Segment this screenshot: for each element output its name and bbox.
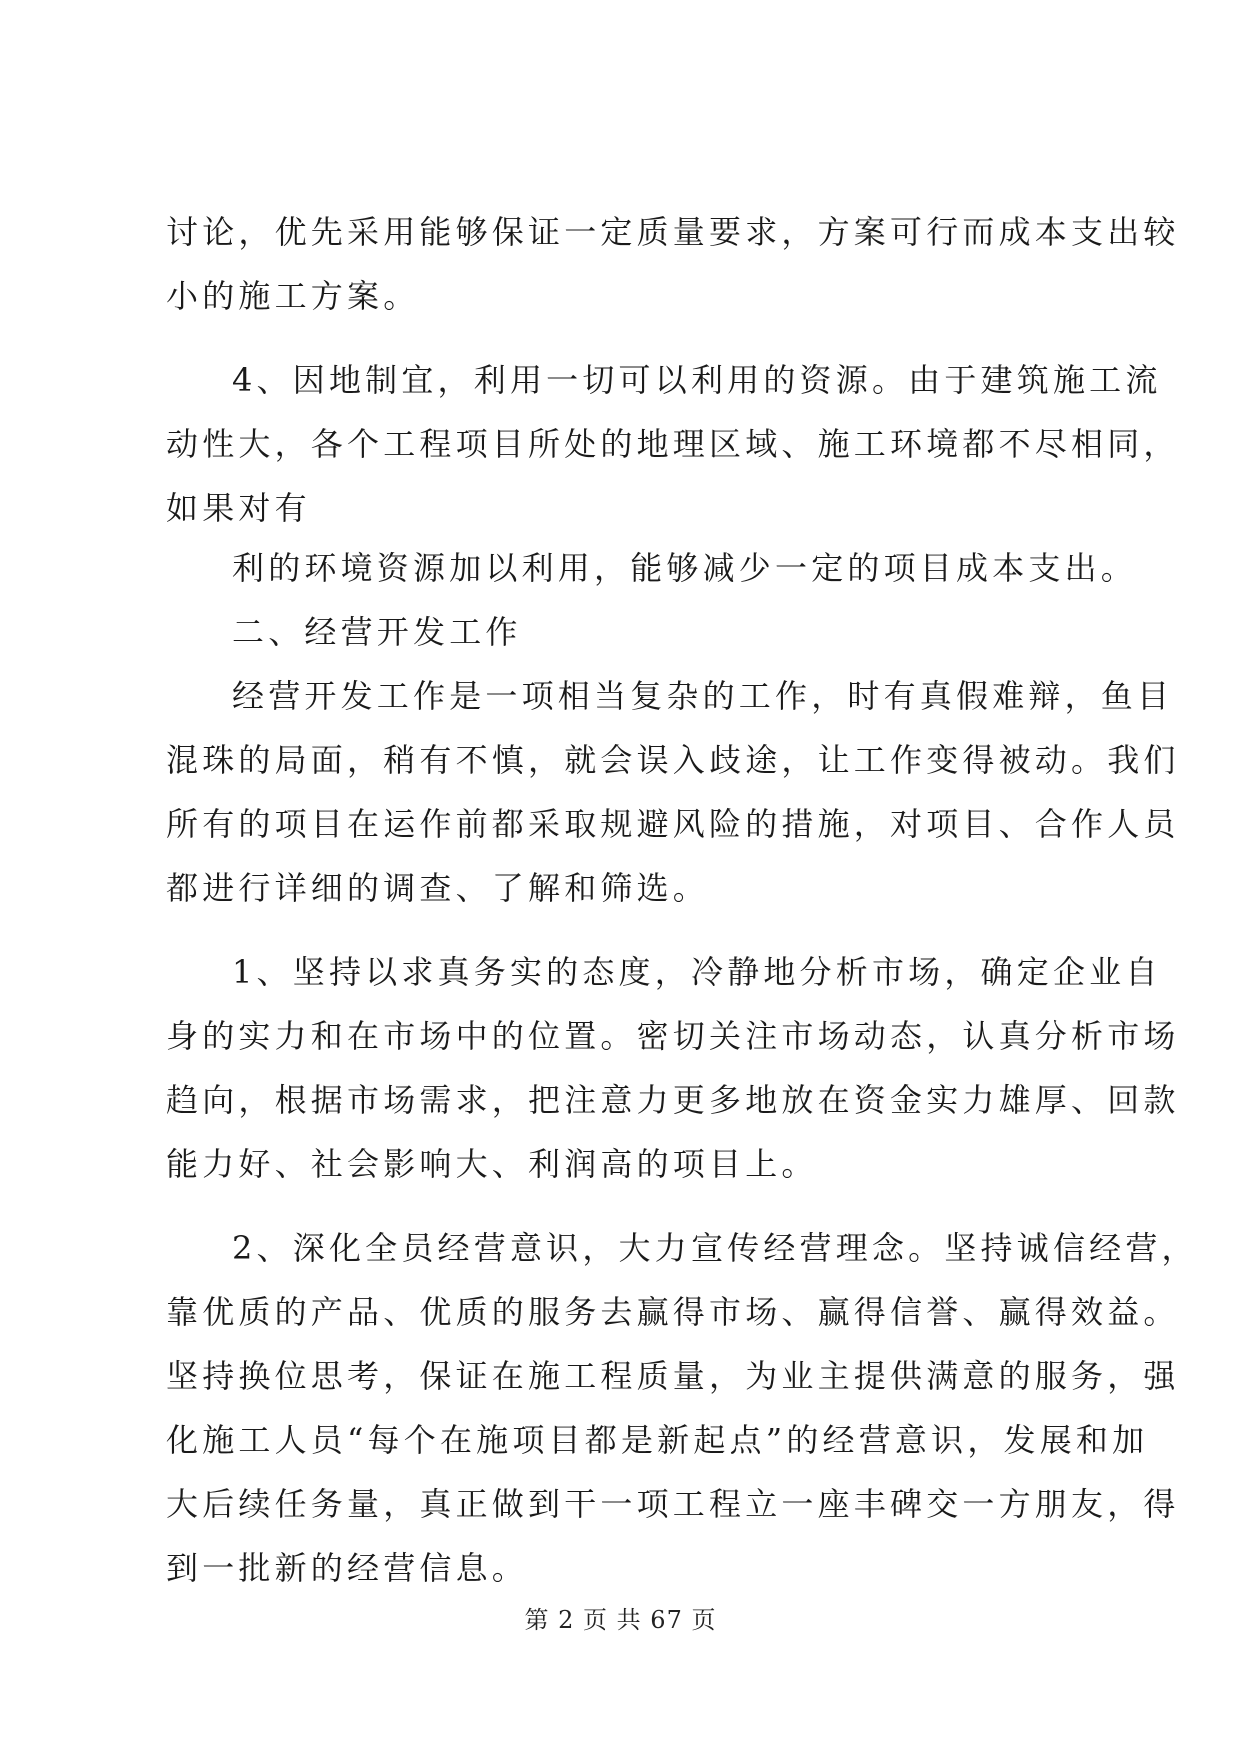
section-heading: 二、经营开发工作: [232, 613, 522, 651]
paragraph-line: 2、深化全员经营意识，大力宣传经营理念。坚持诚信经营，: [232, 1229, 1198, 1267]
paragraph-line: 小的施工方案。: [166, 277, 420, 315]
paragraph-line: 靠优质的产品、优质的服务去赢得市场、赢得信誉、赢得效益。: [166, 1293, 1180, 1331]
paragraph-line: 能力好、社会影响大、利润高的项目上。: [166, 1145, 818, 1183]
paragraph-line: 4、因地制宜，利用一切可以利用的资源。由于建筑施工流: [232, 361, 1162, 399]
page-number-footer: 第 2 页 共 67 页: [524, 1606, 717, 1634]
paragraph-line: 混珠的局面，稍有不慎，就会误入歧途，让工作变得被动。我们: [166, 741, 1180, 779]
paragraph-line: 到一批新的经营信息。: [166, 1549, 529, 1587]
paragraph-line: 1、坚持以求真务实的态度，冷静地分析市场，确定企业自: [232, 953, 1162, 991]
paragraph-line: 化施工人员“每个在施项目都是新起点”的经营意识，发展和加: [166, 1421, 1149, 1459]
paragraph-line: 坚持换位思考，保证在施工程质量，为业主提供满意的服务，强: [166, 1357, 1180, 1395]
paragraph-line: 身的实力和在市场中的位置。密切关注市场动态，认真分析市场: [166, 1017, 1180, 1055]
paragraph-line: 趋向，根据市场需求，把注意力更多地放在资金实力雄厚、回款: [166, 1081, 1180, 1119]
paragraph-line: 经营开发工作是一项相当复杂的工作，时有真假难辩，鱼目: [232, 677, 1174, 715]
paragraph-line: 动性大，各个工程项目所处的地理区域、施工环境都不尽相同，: [166, 425, 1180, 463]
paragraph-line: 都进行详细的调查、了解和筛选。: [166, 869, 710, 907]
paragraph-line: 如果对有: [166, 489, 311, 527]
paragraph-line: 利的环境资源加以利用，能够减少一定的项目成本支出。: [232, 549, 1138, 587]
paragraph-line: 大后续任务量，真正做到干一项工程立一座丰碑交一方朋友，得: [166, 1485, 1180, 1523]
paragraph-line: 所有的项目在运作前都采取规避风险的措施，对项目、合作人员: [166, 805, 1180, 843]
paragraph-line: 讨论，优先采用能够保证一定质量要求，方案可行而成本支出较: [166, 213, 1180, 251]
